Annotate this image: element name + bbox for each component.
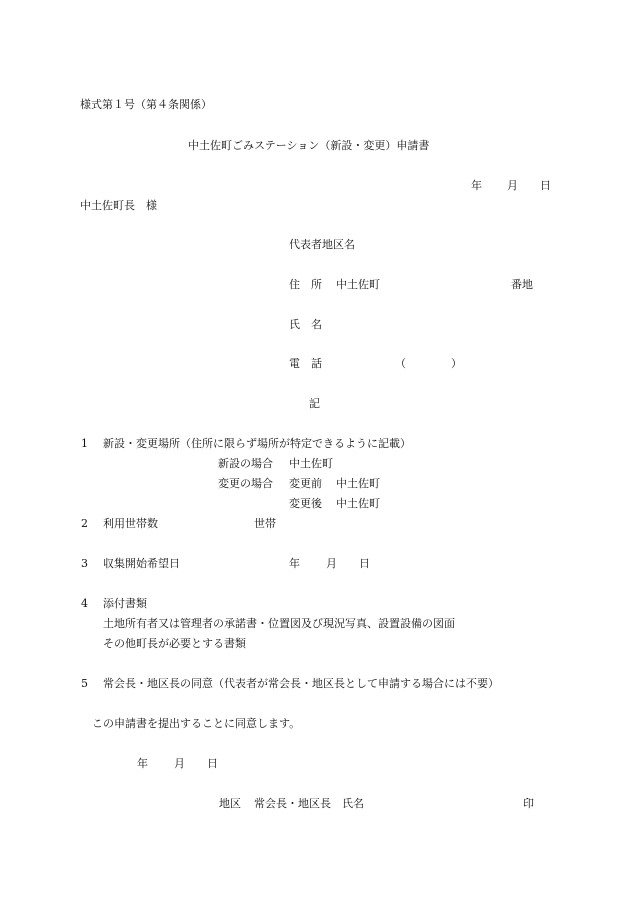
seal-mark: 印 [523,797,534,810]
item-1-before-label: 変更前 [289,477,322,490]
item-2-unit: 世帯 [254,517,276,530]
item-3-year: 年 [289,557,300,570]
phone-close-paren: ） [451,357,462,370]
item-1-new-label: 新設の場合 [218,457,273,470]
date-month-label: 月 [507,179,518,192]
phone-open-paren: （ [395,357,406,370]
form-number: 様式第１号（第４条関係） [80,98,212,111]
address-suffix: 番地 [511,278,533,291]
item-1-before-value: 中土佐町 [336,477,380,490]
item-3-number: 3 [81,557,88,570]
consent-day: 日 [207,757,218,770]
consent-role-name: 常会長・地区長 氏名 [254,797,364,810]
date-year-label: 年 [471,179,482,192]
name-label: 氏 名 [289,318,322,331]
ki-heading: 記 [309,397,320,410]
item-5-label: 常会長・地区長の同意（代表者が常会長・地区長として申請する場合には不要） [103,677,499,690]
item-5-number: 5 [81,677,88,690]
item-1-number: 1 [81,437,88,450]
item-3-day: 日 [359,557,370,570]
addressee: 中土佐町長 様 [80,199,157,212]
address-prefix: 中土佐町 [336,278,380,291]
consent-text: この申請書を提出することに同意します。 [92,717,301,730]
item-1-new-value: 中土佐町 [289,457,333,470]
item-2-label: 利用世帯数 [103,517,158,530]
item-4-number: 4 [81,597,88,610]
phone-label: 電 話 [289,357,322,370]
document-title: 中土佐町ごみステーション（新設・変更）申請書 [188,139,430,152]
address-label: 住 所 [289,278,322,291]
date-day-label: 日 [540,179,551,192]
item-1-after-value: 中土佐町 [336,497,380,510]
item-2-number: 2 [81,517,88,530]
item-4-line-1: 土地所有者又は管理者の承諾書・位置図及び現況写真、設置設備の図面 [103,617,455,630]
item-4-line-2: その他町長が必要とする書類 [103,637,246,650]
item-3-month: 月 [326,557,337,570]
item-3-label: 収集開始希望日 [103,557,180,570]
consent-month: 月 [174,757,185,770]
item-1-label: 新設・変更場所（住所に限らず場所が特定できるように記載） [103,437,411,450]
item-1-after-label: 変更後 [289,497,322,510]
item-1-change-label: 変更の場合 [218,477,273,490]
item-4-label: 添付書類 [103,597,147,610]
consent-district: 地区 [219,797,241,810]
district-label: 代表者地区名 [289,238,355,251]
consent-year: 年 [137,757,148,770]
